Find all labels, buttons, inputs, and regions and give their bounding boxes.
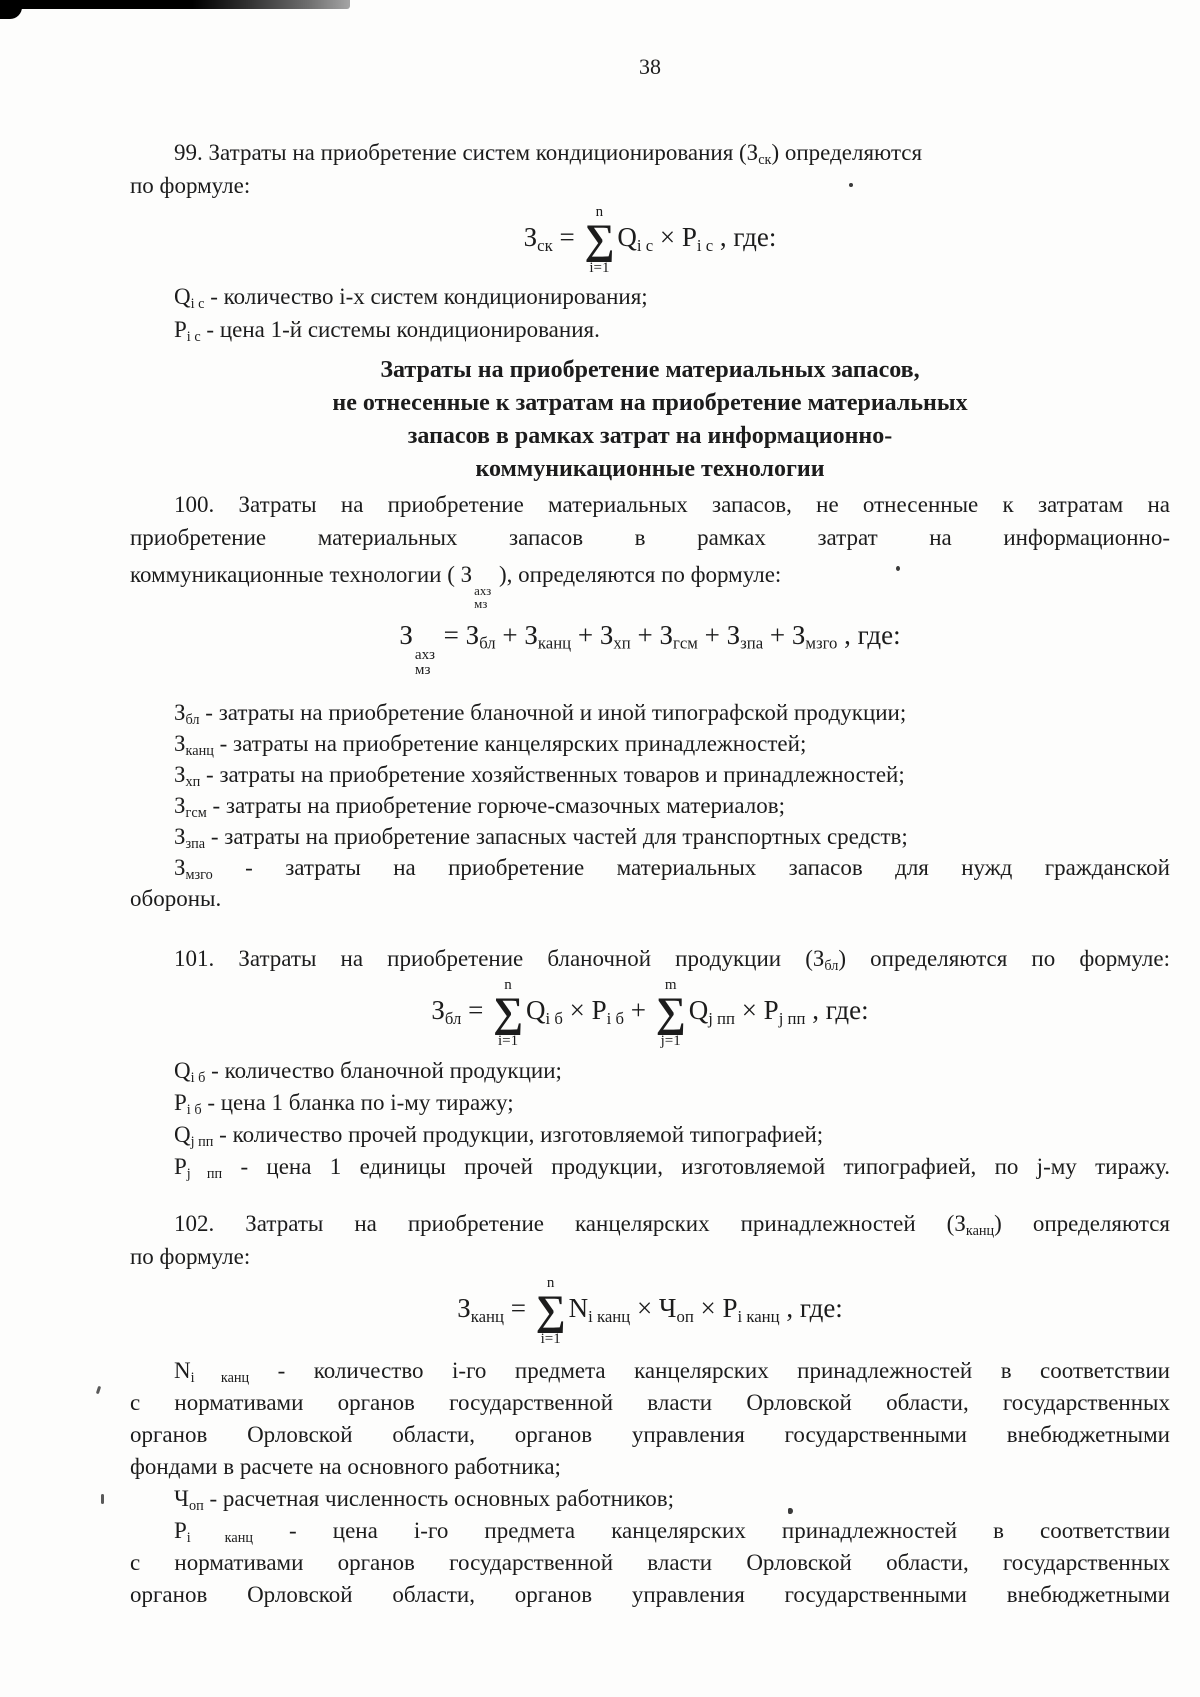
definition-p-ikanc-line-1: $P_{i канц}$ - цена i-го предмета канцелярских принадлежностей в соответствии	[174, 1518, 1170, 1547]
definition-p-ikanc-line-3: органов Орловской области, органов управления государственными внебюджетными	[130, 1582, 1170, 1608]
paragraph-100-definitions	[130, 697, 1170, 914]
definition-z-bl: $З_{бл}$ - затраты на приобретение бланочной и иной типографской продукции;	[174, 700, 907, 729]
scan-speck	[96, 1386, 101, 1395]
page-number: 38	[639, 54, 661, 79]
definition-z-hp: $З_{хп}$ - затраты на приобретение хозяйственных товаров и принадлежностей;	[174, 762, 905, 791]
section-heading-line-2: не отнесенные к затратам на приобретение материальных	[332, 390, 968, 416]
section-heading	[130, 354, 1170, 486]
formula-100: З ахз мз = $З_{бл} + З_{канц} + З_{хп} + З_{гсм} + З_{зпа} + З_{мзго}$ , где:	[399, 619, 901, 679]
paragraph-102-line-1: 102. Затраты на приобретение канцелярских принадлежностей $(З_{канц})$ определяются	[174, 1211, 1171, 1240]
section-heading-line-4: коммуникационные технологии	[475, 456, 825, 482]
section-heading-line-1: Затраты на приобретение материальных запасов,	[380, 357, 920, 383]
definition-n-ikanc-line-4: фондами в расчете на основного работника;	[130, 1454, 561, 1480]
paragraph-102-line-2: по формуле:	[130, 1244, 251, 1270]
document-content	[130, 0, 1170, 1611]
formula-99: $З_{ск}$ = n ∑ i=1 $Q_{i c} \times P_{i c}$ , где:	[523, 204, 777, 276]
paragraph-102	[130, 1207, 1170, 1273]
paragraph-100-line-3: коммуникационные технологии ( З ахз мз ), определяются по формуле:	[130, 562, 782, 612]
definition-q-ib: $Q_{i б}$ - количество бланочной продукции;	[174, 1058, 562, 1087]
paragraph-101-definitions	[130, 1055, 1170, 1183]
definition-q-jpp: $Q_{j пп}$ - количество прочей продукции, изготовляемой типографией;	[174, 1122, 824, 1151]
scan-speck	[101, 1494, 104, 1504]
definition-n-ikanc-line-3: органов Орловской области, органов управления государственными внебюджетными	[130, 1422, 1170, 1448]
paragraph-100-line-1: 100. Затраты на приобретение материальных запасов, не отнесенные к затратам на	[174, 492, 1170, 517]
paragraph-100-line-2: приобретение материальных запасов в рамках затрат на информационно-	[130, 525, 1170, 550]
paragraph-99-line-2: по формуле:	[130, 173, 251, 198]
paragraph-101	[130, 942, 1170, 975]
definition-p-ikanc-line-2: с нормативами органов государственной власти Орловской области, государственных	[130, 1550, 1170, 1576]
definition-z-gsm: $З_{гсм}$ - затраты на приобретение горюче-смазочных материалов;	[174, 793, 785, 822]
paragraph-99-definitions	[130, 280, 1170, 346]
paragraph-101-line-1: 101. Затраты на приобретение бланочной продукции $(З_{бл})$ определяются по формуле:	[174, 946, 1170, 975]
definition-z-kanc: $З_{канц}$ - затраты на приобретение канцелярских принадлежностей;	[174, 731, 807, 760]
definition-ch-op: $Ч_{оп}$ - расчетная численность основных работников;	[174, 1486, 674, 1515]
definition-p-ic: $P_{i c}$ - цена 1-й системы кондиционирования.	[174, 317, 600, 345]
section-heading-line-3: запасов в рамках затрат на информационно-	[407, 423, 893, 449]
paragraph-100	[130, 488, 1170, 612]
formula-101: $З_{бл}$ = n ∑ i=1 $Q_{i б} \times P_{i б}$ + m ∑ j=1 $Q_{j пп} \times P_{j пп}$ , где:	[431, 977, 869, 1050]
definition-n-ikanc-line-2: с нормативами органов государственной власти Орловской области, государственных	[130, 1390, 1170, 1416]
paragraph-102-definitions	[130, 1355, 1170, 1611]
scan-artifact-corner-blob	[0, 0, 22, 19]
paragraph-99	[130, 136, 1170, 202]
definition-p-jpp: $P_{j пп}$ - цена 1 единицы прочей продукции, изготовляемой типографией, по j-му тиражу.	[174, 1154, 1170, 1183]
definition-q-ic: $Q_{i c}$ - количество i-х систем кондиционирования;	[174, 284, 648, 312]
formula-102: $З_{канц}$ = n ∑ i=1 $N_{i канц} \times Ч_{оп} \times P_{i канц}$ , где:	[457, 1275, 843, 1348]
definition-z-mzgo-continued: обороны.	[130, 886, 222, 912]
definition-n-ikanc-line-1: $N_{i канц}$ - количество i-го предмета канцелярских принадлежностей в соответствии	[174, 1358, 1170, 1387]
paragraph-99-line-1: 99. Затраты на приобретение систем кондиционирования $(З_{ск})$ определяются	[174, 140, 923, 168]
definition-z-zpa: $З_{зпа}$ - затраты на приобретение запасных частей для транспортных средств;	[174, 824, 908, 853]
definition-p-ib: $P_{i б}$ - цена 1 бланка по i-му тиражу;	[174, 1090, 514, 1119]
definition-z-mzgo: $З_{мзго}$ - затраты на приобретение материальных запасов для нужд гражданской	[174, 855, 1170, 884]
